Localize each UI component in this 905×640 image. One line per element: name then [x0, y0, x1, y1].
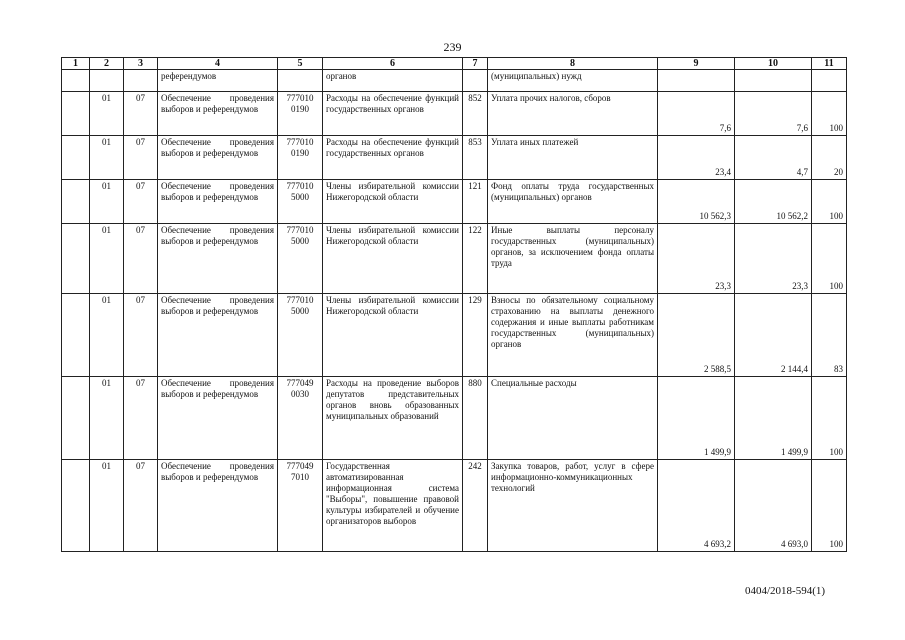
cell-percent: 20 — [812, 136, 847, 180]
col-header: 10 — [735, 58, 812, 70]
cell-purpose: Обеспечение проведения выборов и референдумов — [158, 377, 278, 460]
table-row — [62, 224, 847, 294]
cell-plan: 4 693,2 — [658, 460, 735, 552]
cell-expense-code: 121 — [463, 180, 488, 224]
cell-col1 — [62, 92, 90, 136]
cell-executed: 23,3 — [735, 224, 812, 294]
cell-expense-type: Специальные расходы — [488, 377, 658, 460]
cell-plan — [658, 70, 735, 92]
table-row — [62, 460, 847, 552]
col-header: 2 — [90, 58, 124, 70]
cell-executed: 4,7 — [735, 136, 812, 180]
cell-expense-type: Уплата прочих налогов, сборов — [488, 92, 658, 136]
cell-subsection: 07 — [124, 460, 158, 552]
col-header: 7 — [463, 58, 488, 70]
cell-section: 01 — [90, 92, 124, 136]
cell-expense-code: 880 — [463, 377, 488, 460]
cell-section — [90, 70, 124, 92]
cell-section: 01 — [90, 224, 124, 294]
header-row — [62, 58, 847, 70]
budget-table — [61, 57, 847, 552]
cell-target-name: органов — [323, 70, 463, 92]
cell-plan: 10 562,3 — [658, 180, 735, 224]
cell-percent: 100 — [812, 92, 847, 136]
table-row — [62, 92, 847, 136]
cell-expense-code — [463, 70, 488, 92]
cell-percent: 100 — [812, 460, 847, 552]
cell-plan: 7,6 — [658, 92, 735, 136]
cell-target-name: Члены избирательной комиссии Нижегородской области — [323, 180, 463, 224]
table-row — [62, 180, 847, 224]
document-code: 0404/2018-594(1) — [745, 585, 826, 597]
cell-purpose: Обеспечение проведения выборов и референдумов — [158, 224, 278, 294]
col-header: 8 — [488, 58, 658, 70]
cell-purpose: референдумов — [158, 70, 278, 92]
col-header: 6 — [323, 58, 463, 70]
cell-target-name: Члены избирательной комиссии Нижегородской области — [323, 294, 463, 377]
cell-col1 — [62, 224, 90, 294]
cell-target-code: 777010 0190 — [278, 92, 323, 136]
cell-expense-code: 852 — [463, 92, 488, 136]
cell-col1 — [62, 136, 90, 180]
cell-executed: 10 562,2 — [735, 180, 812, 224]
cell-percent: 100 — [812, 377, 847, 460]
cell-purpose: Обеспечение проведения выборов и референдумов — [158, 136, 278, 180]
cell-target-name: Расходы на проведение выборов депутатов представительных органов вновь образованных муниципальных образований — [323, 377, 463, 460]
cell-expense-type: Взносы по обязательному социальному страхованию на выплаты денежного содержания и иные выплаты работникам государственных (муниципальных) органов — [488, 294, 658, 377]
cell-expense-code: 242 — [463, 460, 488, 552]
cell-plan: 2 588,5 — [658, 294, 735, 377]
page-number: 239 — [443, 40, 462, 54]
cell-section: 01 — [90, 377, 124, 460]
cell-subsection: 07 — [124, 92, 158, 136]
col-header: 5 — [278, 58, 323, 70]
cell-col1 — [62, 70, 90, 92]
cell-percent: 100 — [812, 180, 847, 224]
cell-target-code: 777010 0190 — [278, 136, 323, 180]
cell-subsection: 07 — [124, 377, 158, 460]
cell-target-code: 777010 5000 — [278, 224, 323, 294]
cell-section: 01 — [90, 180, 124, 224]
cell-target-code: 777049 0030 — [278, 377, 323, 460]
table-row — [62, 294, 847, 377]
cell-target-code: 777010 5000 — [278, 294, 323, 377]
table-body — [62, 58, 847, 552]
cell-subsection: 07 — [124, 180, 158, 224]
cell-plan: 1 499,9 — [658, 377, 735, 460]
cell-expense-type: Фонд оплаты труда государственных (муниципальных) органов — [488, 180, 658, 224]
cell-target-code: 777010 5000 — [278, 180, 323, 224]
table-row — [62, 70, 847, 92]
cell-purpose: Обеспечение проведения выборов и референдумов — [158, 460, 278, 552]
cell-purpose: Обеспечение проведения выборов и референдумов — [158, 294, 278, 377]
cell-col1 — [62, 460, 90, 552]
cell-expense-type: Закупка товаров, работ, услуг в сфере информационно-коммуникационных технологий — [488, 460, 658, 552]
cell-section: 01 — [90, 294, 124, 377]
col-header: 4 — [158, 58, 278, 70]
cell-subsection: 07 — [124, 136, 158, 180]
cell-executed: 2 144,4 — [735, 294, 812, 377]
cell-expense-type: Уплата иных платежей — [488, 136, 658, 180]
cell-subsection: 07 — [124, 294, 158, 377]
cell-expense-type: (муниципальных) нужд — [488, 70, 658, 92]
table-row — [62, 136, 847, 180]
cell-plan: 23,3 — [658, 224, 735, 294]
cell-expense-code: 129 — [463, 294, 488, 377]
cell-subsection — [124, 70, 158, 92]
cell-expense-code: 122 — [463, 224, 488, 294]
cell-executed — [735, 70, 812, 92]
cell-target-name: Члены избирательной комиссии Нижегородской области — [323, 224, 463, 294]
cell-percent: 100 — [812, 224, 847, 294]
table-row — [62, 377, 847, 460]
col-header: 3 — [124, 58, 158, 70]
cell-target-code — [278, 70, 323, 92]
cell-expense-type: Иные выплаты персоналу государственных (муниципальных) органов, за исключением фонда оплаты труда — [488, 224, 658, 294]
cell-subsection: 07 — [124, 224, 158, 294]
col-header: 9 — [658, 58, 735, 70]
cell-purpose: Обеспечение проведения выборов и референдумов — [158, 180, 278, 224]
cell-executed: 4 693,0 — [735, 460, 812, 552]
cell-executed: 1 499,9 — [735, 377, 812, 460]
cell-plan: 23,4 — [658, 136, 735, 180]
cell-target-name: Государственная автоматизированная информационная система "Выборы", повышение правовой культуры избирателей и обучение организаторов выборов — [323, 460, 463, 552]
cell-target-name: Расходы на обеспечение функций государственных органов — [323, 92, 463, 136]
cell-col1 — [62, 294, 90, 377]
col-header: 11 — [812, 58, 847, 70]
cell-percent: 83 — [812, 294, 847, 377]
cell-col1 — [62, 377, 90, 460]
cell-target-code: 777049 7010 — [278, 460, 323, 552]
cell-percent — [812, 70, 847, 92]
cell-target-name: Расходы на обеспечение функций государственных органов — [323, 136, 463, 180]
cell-section: 01 — [90, 136, 124, 180]
cell-section: 01 — [90, 460, 124, 552]
cell-executed: 7,6 — [735, 92, 812, 136]
cell-expense-code: 853 — [463, 136, 488, 180]
col-header: 1 — [62, 58, 90, 70]
cell-purpose: Обеспечение проведения выборов и референдумов — [158, 92, 278, 136]
cell-col1 — [62, 180, 90, 224]
